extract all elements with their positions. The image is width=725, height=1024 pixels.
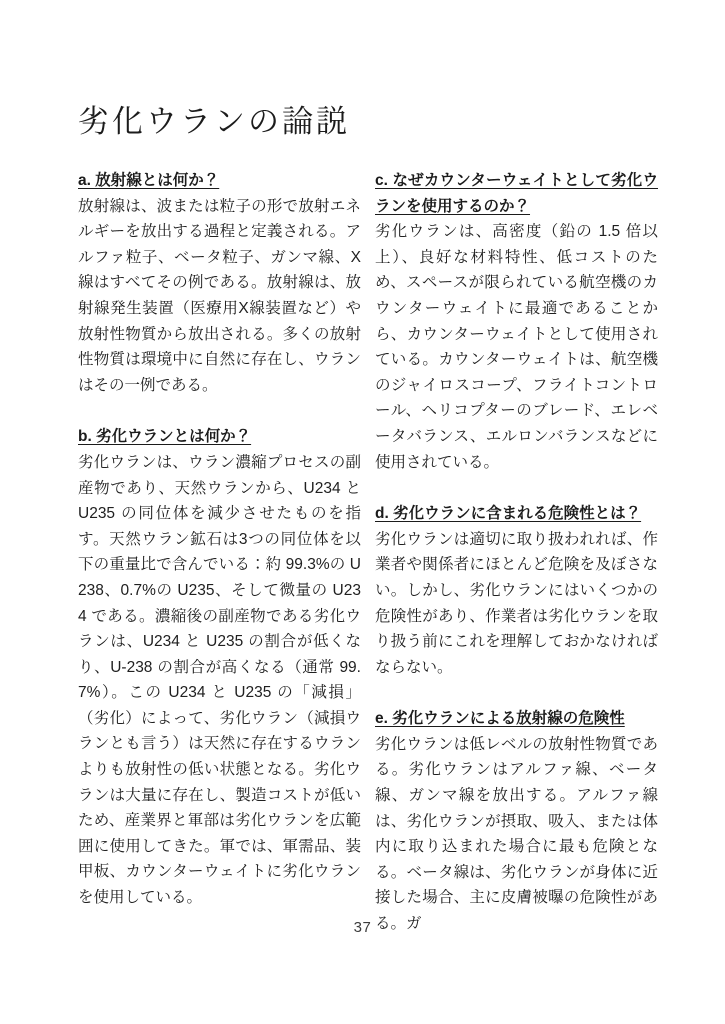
section-e-heading: e. 劣化ウランによる放射線の危険性 [375, 710, 625, 728]
section-c-heading: c. なぜカウンターウェイトとして劣化ウランを使用するのか？ [375, 172, 658, 215]
section-d [375, 501, 658, 680]
two-column-layout [78, 168, 658, 937]
section-a-heading: a. 放射線とは何か？ [78, 172, 220, 189]
section-c [375, 168, 658, 475]
left-column [78, 168, 361, 911]
section-b-heading: b. 劣化ウランとは何か？ [78, 428, 252, 446]
section-e-body: 劣化ウランは低レベルの放射性物質である。劣化ウランはアルファ線、ベータ線、ガンマ線を放出する。アルファ線は、劣化ウランが摂取、吸入、または体内に取り込まれた場合に最も危険となる。ベータ線は、劣化ウランが身体に近接した場合、主に皮膚被曝の危険性がある。ガ [375, 735, 658, 933]
section-e [375, 706, 658, 936]
section-b-body: 劣化ウランは、ウラン濃縮プロセスの副産物であり、天然ウランから、U234 と U235 の同位体を減少させたものを指す。天然ウラン鉱石は3つの同位体を以下の重量比で含んでいる：約 99.3%の U238、0.7%の U235、そして微量の U234 である。濃縮後の副産物である劣化ウランは、U234 と U235 の割合が低くなり、U-238 の割合が高くなる（通常 99.7%）。この U234 と U235 の「減損」（劣化）によって、劣化ウラン（減損ウランとも言う）は天然に存在するウランよりも放射性の低い状態となる。劣化ウランは大量に存在し、製造コストが低いため、産業界と軍部は劣化ウランを広範囲に使用してきた。軍では、軍需品、装甲板、カウンターウェイトに劣化ウランを使用している。 [78, 453, 361, 907]
section-a-body: 放射線は、波または粒子の形で放射エネルギーを放出する過程と定義される。アルファ粒子、ベータ粒子、ガンマ線、X線はすべてその例である。放射線は、放射線発生装置（医療用X線装置など）や放射性物質から放出される。多くの放射性物質は環境中に自然に存在し、ウランはその一例である。 [78, 197, 361, 394]
right-column [375, 168, 658, 937]
page-number: 37 [353, 919, 372, 936]
page-title: 劣化ウランの論説 [78, 104, 350, 139]
section-d-body: 劣化ウランは適切に取り扱われれば、作業者や関係者にほとんど危険を及ぼさない。しかし、劣化ウランにはいくつかの危険性があり、作業者は劣化ウランを取り扱う前にこれを理解しておかなければならない。 [375, 530, 658, 676]
section-d-heading: d. 劣化ウランに含まれる危険性とは？ [375, 505, 642, 523]
section-b [78, 424, 361, 910]
section-a [78, 168, 361, 398]
section-c-body: 劣化ウランは、高密度（鉛の 1.5 倍以上）、良好な材料特性、低コストのため、スペースが限られている航空機のカウンターウェイトに最適であることから、カウンターウェイトとして使用されている。カウンターウェイトは、航空機のジャイロスコープ、フライトコントロール、ヘリコプターのブレード、エレベータバランス、エルロンバランスなどに使用されている。 [375, 223, 658, 471]
